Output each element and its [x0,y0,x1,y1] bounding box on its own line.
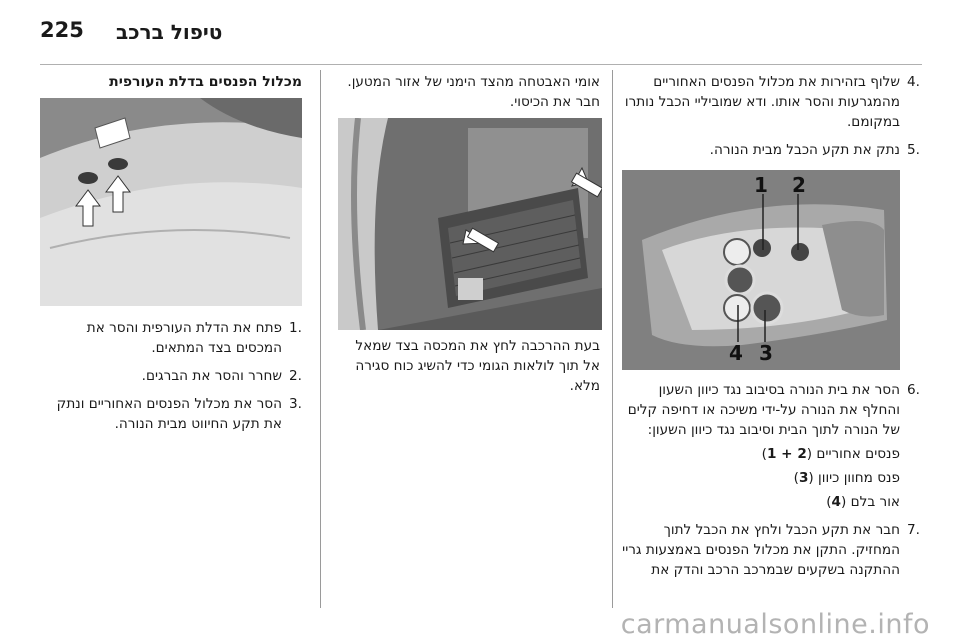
left-column [40,72,302,98]
middle-column-top [338,72,600,112]
middle-bottom-text: בעת ההרכבה לחץ את המכסה בצד שמאל אל תוך לולאות הגומי כדי להשיג כוח סגירה מלא. [355,338,600,394]
section-heading: מכלול הפנסים בדלת העורפית [109,74,302,90]
step-number: .4 [907,74,920,90]
lamp-item-brake: אור בלם (4) [826,494,900,510]
header-rule [40,64,922,65]
right-column-lower [622,380,920,588]
step-number: .7 [907,522,920,538]
step-text: הסר את מכלול הפנסים האחוריים ונתק את תקע החיווט מבית הנורה. [56,396,282,432]
page-number: 225 [40,18,84,42]
step-number: .1 [289,320,302,336]
step-3 [40,394,302,434]
step-6 [622,380,920,440]
column-divider-left [320,70,321,608]
step-text: שלוף בזהירות את מכלול הפנסים האחוריים מהמגרעות והסר אותו. ודא שמוביליי הכבל נותרו במקומם. [624,74,900,130]
step-7 [622,520,920,580]
step-text: שחרר והסר את הברגים. [141,368,282,384]
step-number: .3 [289,396,302,412]
watermark: carmanualsonline.info [620,609,930,640]
step-text: חבר את תקע הכבל ולחץ את הכבל לתוך המחזיק. התקן את מכלול הפנסים באמצעות גריי ההתקנה בשקעים שבמרכב הרכב והדק את [622,522,900,578]
callout-1: 1 [754,173,768,197]
step-text: נתק את תקע הכבל מבית הנורה. [709,142,900,158]
callout-3: 3 [759,341,773,365]
step-text: הסר את בית הנורה בסיבוב נגד כיוון השעון והחלף את הנורה על-ידי משיכה או דחיפה קלים של הנורה לתוך הבית וסיבוב נגד כיוון השעון: [627,382,900,438]
step-number: .6 [907,382,920,398]
lamp-item-tail: פנסים אחוריים (2 + 1) [761,446,900,462]
step-number: .2 [289,368,302,384]
tailgate-illustration [40,98,302,306]
middle-column-bottom [338,336,600,396]
callout-4: 4 [729,341,743,365]
step-number: .5 [907,142,920,158]
column-divider-right [612,70,613,608]
lamp-item-turn: פנס מחוון כיוון (3) [793,470,900,486]
middle-top-text: אומי האבטחה מהצד הימני של אזור המטען. חבר את הכיסוי. [347,74,600,110]
right-column [622,72,920,168]
callout-2: 2 [792,173,806,197]
step-1 [40,318,302,358]
tailgate-figure [40,98,302,306]
step-2 [40,366,302,386]
step-5 [622,140,920,160]
tail-lamp-bulbs-figure [622,170,900,370]
trunk-cover-illustration [338,118,602,330]
page-header [0,0,960,62]
step-text: פתח את הדלת העורפית והסר את המכסים בצד המתאים. [86,320,282,356]
tail-lamp-illustration [622,170,900,370]
left-column-steps [40,318,302,442]
page-title: טיפול ברכב [116,20,223,44]
trunk-cover-figure [338,118,602,330]
step-4 [622,72,920,132]
